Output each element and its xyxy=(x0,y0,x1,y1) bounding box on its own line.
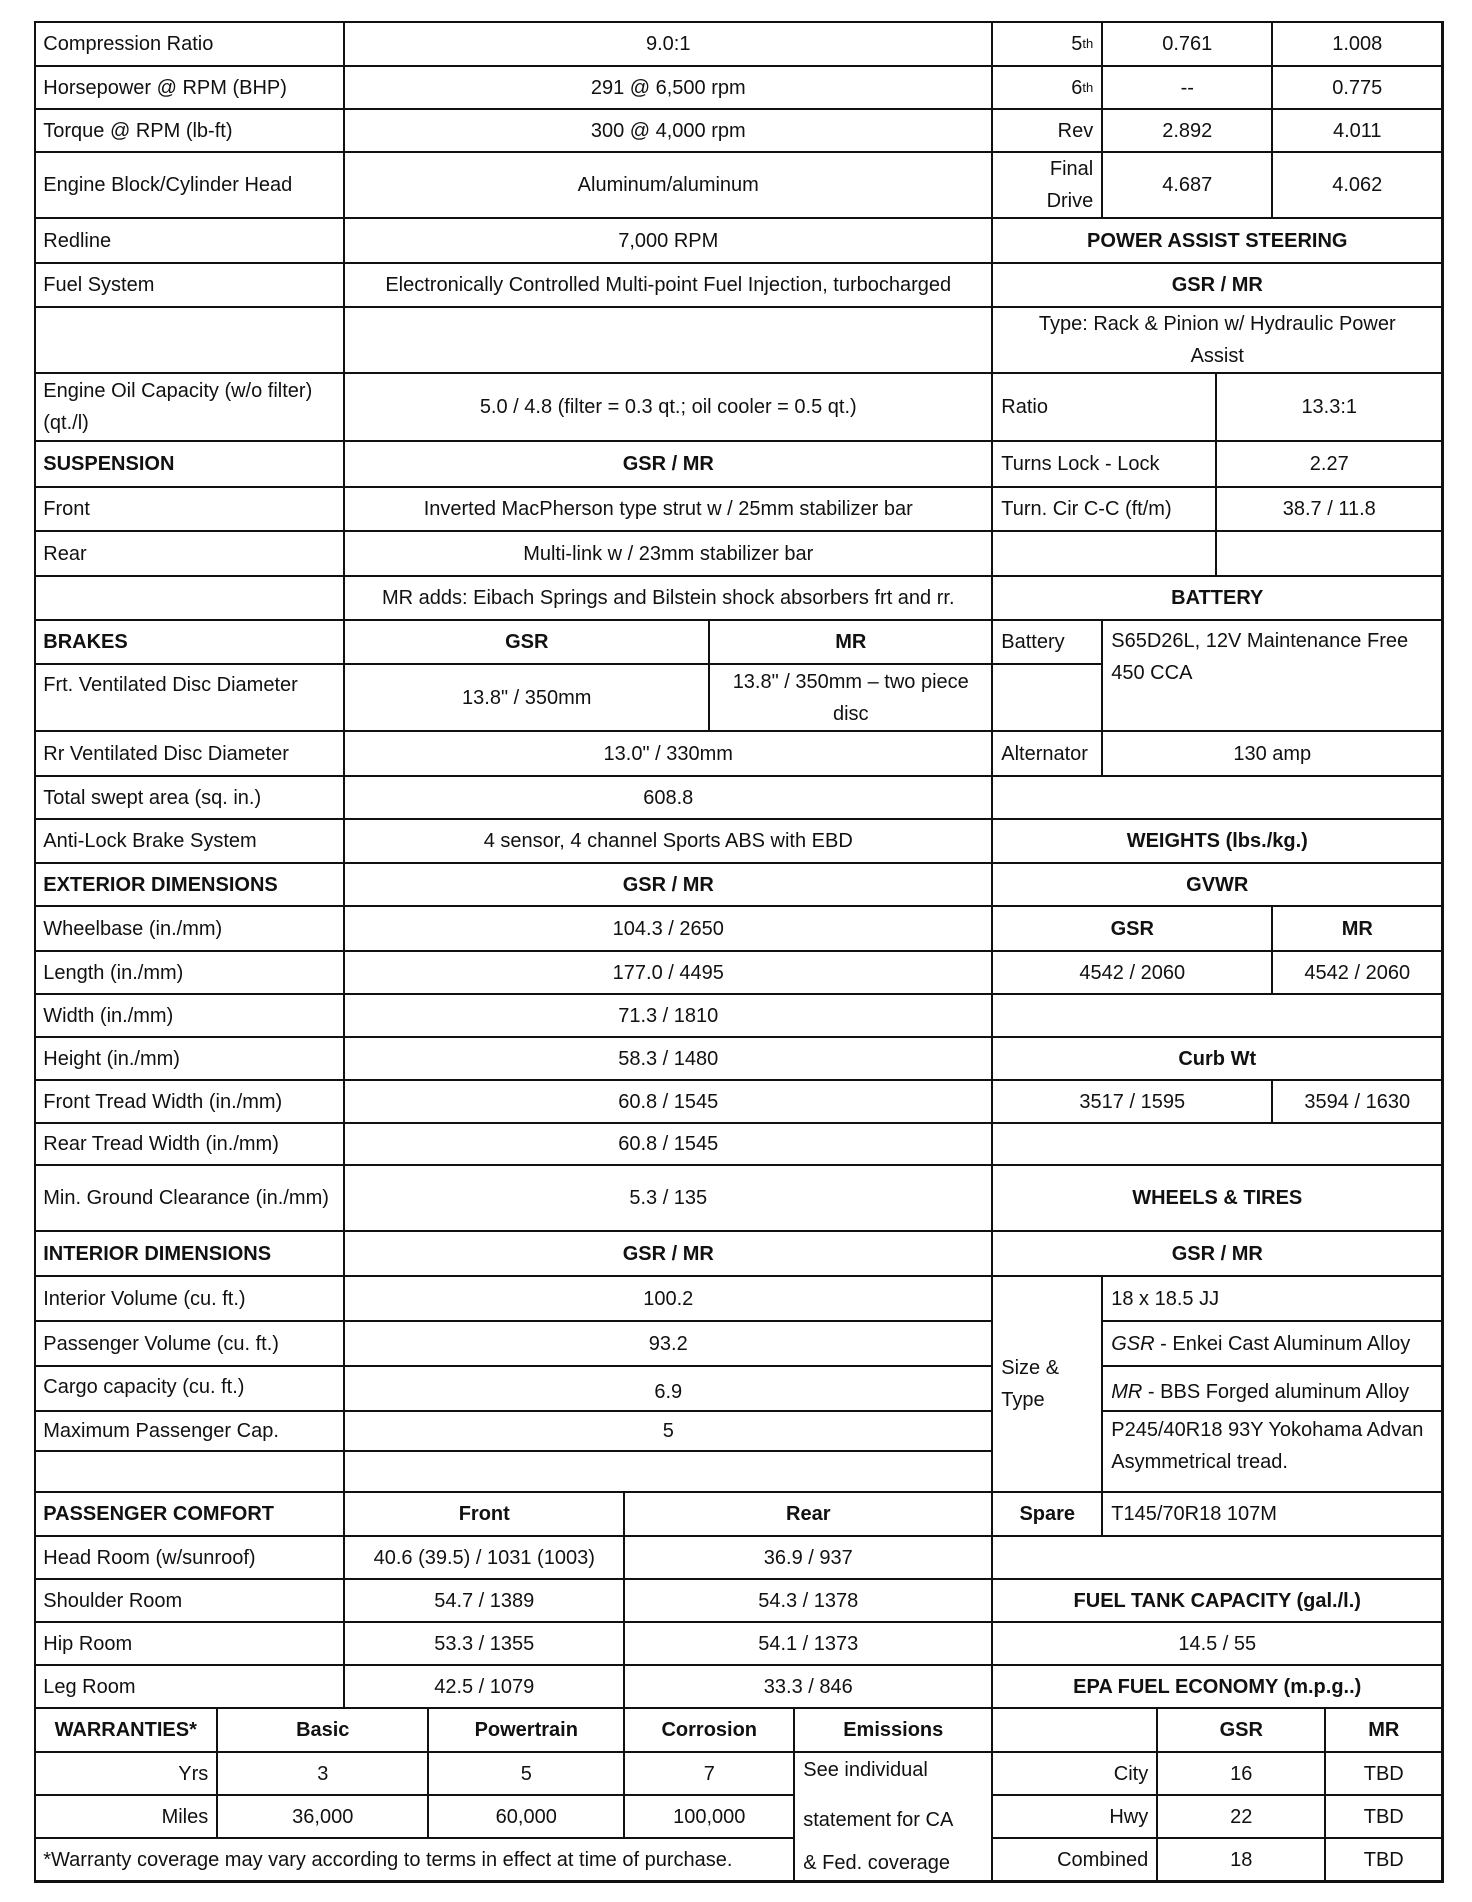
label-ground-clearance: Min. Ground Clearance (in./mm) xyxy=(34,1165,344,1231)
weights-gvwr: GVWR xyxy=(992,863,1442,906)
emissions-line-2: statement for CA xyxy=(803,1809,954,1832)
exterior-subtitle: GSR / MR xyxy=(344,863,992,906)
suspension-mr-note: MR adds: Eibach Springs and Bilstein shock absorbers frt and rr. xyxy=(344,576,992,620)
label-cargo-capacity: Cargo capacity (cu. ft.) xyxy=(34,1366,344,1411)
value-turn-circle: 38.7 / 11.8 xyxy=(1216,487,1442,531)
gear-final-b: 4.062 xyxy=(1272,152,1442,218)
warranty-yrs-label: Yrs xyxy=(34,1752,217,1795)
warranty-emissions-note xyxy=(794,1752,992,1881)
value-horsepower: 291 @ 6,500 rpm xyxy=(344,66,992,109)
label-size-type: Size & Type xyxy=(992,1276,1102,1492)
label-rear-tread: Rear Tread Width (in./mm) xyxy=(34,1123,344,1165)
warranty-basic-header: Basic xyxy=(217,1708,428,1752)
value-alternator: 130 amp xyxy=(1102,731,1442,776)
label-torque: Torque @ RPM (lb-ft) xyxy=(34,109,344,152)
epa-hwy-gsr: 22 xyxy=(1157,1795,1325,1838)
label-head-room: Head Room (w/sunroof) xyxy=(34,1536,344,1579)
fuel-tank-title: FUEL TANK CAPACITY (gal./l.) xyxy=(992,1579,1442,1622)
blank-cell xyxy=(992,1536,1442,1579)
gear-6th-a: -- xyxy=(1102,66,1272,109)
blank-cell xyxy=(992,776,1442,819)
gear-5th-a: 0.761 xyxy=(1102,21,1272,66)
emissions-line-1: See individual xyxy=(803,1759,928,1782)
value-front-suspension: Inverted MacPherson type strut w / 25mm stabilizer bar xyxy=(344,487,992,531)
blank-cell xyxy=(34,1451,344,1492)
value-swept-area: 608.8 xyxy=(344,776,992,819)
value-ground-clearance: 5.3 / 135 xyxy=(344,1165,992,1231)
blank-cell xyxy=(344,1451,992,1492)
value-wheelbase: 104.3 / 2650 xyxy=(344,906,992,951)
value-front-tread: 60.8 / 1545 xyxy=(344,1080,992,1123)
weights-title: WEIGHTS (lbs./kg.) xyxy=(992,819,1442,863)
value-shoulder-room-front: 54.7 / 1389 xyxy=(344,1579,624,1622)
suspension-subtitle: GSR / MR xyxy=(344,441,992,487)
epa-combined-gsr: 18 xyxy=(1157,1838,1325,1881)
label-leg-room: Leg Room xyxy=(34,1665,344,1708)
label-steering-ratio: Ratio xyxy=(992,373,1216,441)
gear-rev-label: Rev xyxy=(992,109,1102,152)
label-front-tread: Front Tread Width (in./mm) xyxy=(34,1080,344,1123)
interior-title: INTERIOR DIMENSIONS xyxy=(34,1231,344,1276)
warranty-miles-label: Miles xyxy=(34,1795,217,1838)
label-spare: Spare xyxy=(992,1492,1102,1536)
value-turns-lock: 2.27 xyxy=(1216,441,1442,487)
value-leg-room-front: 42.5 / 1079 xyxy=(344,1665,624,1708)
blank-cell xyxy=(992,1708,1157,1752)
epa-combined-mr: TBD xyxy=(1325,1838,1442,1881)
blank-cell xyxy=(1216,531,1442,576)
brakes-title: BRAKES xyxy=(34,620,344,664)
comfort-front-header: Front xyxy=(344,1492,624,1536)
battery-title: BATTERY xyxy=(992,576,1442,620)
label-abs: Anti-Lock Brake System xyxy=(34,819,344,863)
label-height: Height (in./mm) xyxy=(34,1037,344,1080)
label-compression-ratio: Compression Ratio xyxy=(34,21,344,66)
value-head-room-rear: 36.9 / 937 xyxy=(624,1536,992,1579)
label-turns-lock: Turns Lock - Lock xyxy=(992,441,1216,487)
blank-cell xyxy=(992,664,1102,731)
value-hip-room-front: 53.3 / 1355 xyxy=(344,1622,624,1665)
value-rear-suspension: Multi-link w / 23mm stabilizer bar xyxy=(344,531,992,576)
gear-5th-b: 1.008 xyxy=(1272,21,1442,66)
epa-hwy-mr: TBD xyxy=(1325,1795,1442,1838)
emissions-line-3: & Fed. coverage xyxy=(803,1852,950,1875)
value-gvwr-mr: 4542 / 2060 xyxy=(1272,951,1442,994)
value-fuel-tank: 14.5 / 55 xyxy=(992,1622,1442,1665)
value-abs: 4 sensor, 4 channel Sports ABS with EBD xyxy=(344,819,992,863)
blank-cell xyxy=(992,994,1442,1037)
blank-cell xyxy=(992,1123,1442,1165)
warranty-yrs-basic: 3 xyxy=(217,1752,428,1795)
label-rear-suspension: Rear xyxy=(34,531,344,576)
warranty-yrs-corrosion: 7 xyxy=(624,1752,794,1795)
blank-cell xyxy=(34,307,344,373)
value-steering-ratio: 13.3:1 xyxy=(1216,373,1442,441)
epa-city-gsr: 16 xyxy=(1157,1752,1325,1795)
label-length: Length (in./mm) xyxy=(34,951,344,994)
brakes-mr-header: MR xyxy=(709,620,992,664)
gear-6th-label: 6 th xyxy=(992,66,1102,109)
steering-type: Type: Rack & Pinion w/ Hydraulic Power Assist xyxy=(992,307,1442,373)
blank-cell xyxy=(34,576,344,620)
value-length: 177.0 / 4495 xyxy=(344,951,992,994)
label-redline: Redline xyxy=(34,218,344,263)
steering-title: POWER ASSIST STEERING xyxy=(992,218,1442,263)
warranty-emissions-header: Emissions xyxy=(794,1708,992,1752)
gear-6th-b: 0.775 xyxy=(1272,66,1442,109)
gear-final-a: 4.687 xyxy=(1102,152,1272,218)
exterior-title: EXTERIOR DIMENSIONS xyxy=(34,863,344,906)
value-torque: 300 @ 4,000 rpm xyxy=(344,109,992,152)
value-passenger-volume: 93.2 xyxy=(344,1321,992,1366)
comfort-title: PASSENGER COMFORT xyxy=(34,1492,344,1536)
value-gsr-wheel: GSR - Enkei Cast Aluminum Alloy xyxy=(1102,1321,1442,1366)
value-fuel-system: Electronically Controlled Multi-point Fuel Injection, turbocharged xyxy=(344,263,992,307)
value-gvwr-gsr: 4542 / 2060 xyxy=(992,951,1272,994)
epa-city-label: City xyxy=(992,1752,1157,1795)
value-battery: S65D26L, 12V Maintenance Free 450 CCA xyxy=(1102,620,1442,731)
epa-title: EPA FUEL ECONOMY (m.p.g..) xyxy=(992,1665,1442,1708)
value-curb-mr: 3594 / 1630 xyxy=(1272,1080,1442,1123)
label-front-disc: Frt. Ventilated Disc Diameter xyxy=(34,664,344,731)
gear-rev-b: 4.011 xyxy=(1272,109,1442,152)
value-rear-tread: 60.8 / 1545 xyxy=(344,1123,992,1165)
warranty-yrs-powertrain: 5 xyxy=(428,1752,624,1795)
label-width: Width (in./mm) xyxy=(34,994,344,1037)
value-mr-wheel: MR - BBS Forged aluminum Alloy xyxy=(1102,1366,1442,1411)
label-alternator: Alternator xyxy=(992,731,1102,776)
label-battery: Battery xyxy=(992,620,1102,664)
weights-gsr-header: GSR xyxy=(992,906,1272,951)
weights-curb-header: Curb Wt xyxy=(992,1037,1442,1080)
warranty-miles-powertrain: 60,000 xyxy=(428,1795,624,1838)
epa-mr-header: MR xyxy=(1325,1708,1442,1752)
gear-5th-label: 5 th xyxy=(992,21,1102,66)
value-rear-disc: 13.0" / 330mm xyxy=(344,731,992,776)
steering-subtitle: GSR / MR xyxy=(992,263,1442,307)
brakes-gsr-header: GSR xyxy=(344,620,709,664)
value-max-passenger: 5 xyxy=(344,1411,992,1451)
label-oil-capacity: Engine Oil Capacity (w/o filter) (qt./l) xyxy=(34,373,344,441)
warranty-footnote: *Warranty coverage may vary according to terms in effect at time of purchase. xyxy=(34,1838,794,1881)
value-height: 58.3 / 1480 xyxy=(344,1037,992,1080)
label-wheelbase: Wheelbase (in./mm) xyxy=(34,906,344,951)
value-width: 71.3 / 1810 xyxy=(344,994,992,1037)
label-fuel-system: Fuel System xyxy=(34,263,344,307)
value-cargo-capacity: 6.9 xyxy=(344,1366,992,1411)
value-oil-capacity: 5.0 / 4.8 (filter = 0.3 qt.; oil cooler = 0.5 qt.) xyxy=(344,373,992,441)
epa-city-mr: TBD xyxy=(1325,1752,1442,1795)
suspension-title: SUSPENSION xyxy=(34,441,344,487)
weights-mr-header: MR xyxy=(1272,906,1442,951)
label-turn-circle: Turn. Cir C-C (ft/m) xyxy=(992,487,1216,531)
wheels-title: WHEELS & TIRES xyxy=(992,1165,1442,1231)
label-swept-area: Total swept area (sq. in.) xyxy=(34,776,344,819)
epa-combined-label: Combined xyxy=(992,1838,1157,1881)
label-front-suspension: Front xyxy=(34,487,344,531)
value-compression-ratio: 9.0:1 xyxy=(344,21,992,66)
warranty-miles-corrosion: 100,000 xyxy=(624,1795,794,1838)
interior-subtitle: GSR / MR xyxy=(344,1231,992,1276)
label-horsepower: Horsepower @ RPM (BHP) xyxy=(34,66,344,109)
value-leg-room-rear: 33.3 / 846 xyxy=(624,1665,992,1708)
warranties-title: WARRANTIES* xyxy=(34,1708,217,1752)
value-front-disc-mr: 13.8" / 350mm – two piece disc xyxy=(709,664,992,731)
label-passenger-volume: Passenger Volume (cu. ft.) xyxy=(34,1321,344,1366)
value-head-room-front: 40.6 (39.5) / 1031 (1003) xyxy=(344,1536,624,1579)
label-hip-room: Hip Room xyxy=(34,1622,344,1665)
warranty-corrosion-header: Corrosion xyxy=(624,1708,794,1752)
label-shoulder-room: Shoulder Room xyxy=(34,1579,344,1622)
gear-final-drive-label: Final Drive xyxy=(992,152,1102,218)
value-interior-volume: 100.2 xyxy=(344,1276,992,1321)
blank-cell xyxy=(344,307,992,373)
wheels-subtitle: GSR / MR xyxy=(992,1231,1442,1276)
epa-gsr-header: GSR xyxy=(1157,1708,1325,1752)
value-tire: P245/40R18 93Y Yokohama Advan Asymmetrical tread. xyxy=(1102,1411,1442,1492)
value-hip-room-rear: 54.1 / 1373 xyxy=(624,1622,992,1665)
label-engine-block: Engine Block/Cylinder Head xyxy=(34,152,344,218)
value-redline: 7,000 RPM xyxy=(344,218,992,263)
value-wheel-size: 18 x 18.5 JJ xyxy=(1102,1276,1442,1321)
value-spare: T145/70R18 107M xyxy=(1102,1492,1442,1536)
value-front-disc-gsr: 13.8" / 350mm xyxy=(344,664,709,731)
blank-cell xyxy=(992,531,1216,576)
label-interior-volume: Interior Volume (cu. ft.) xyxy=(34,1276,344,1321)
gear-rev-a: 2.892 xyxy=(1102,109,1272,152)
epa-hwy-label: Hwy xyxy=(992,1795,1157,1838)
label-rear-disc: Rr Ventilated Disc Diameter xyxy=(34,731,344,776)
label-max-passenger: Maximum Passenger Cap. xyxy=(34,1411,344,1451)
warranty-miles-basic: 36,000 xyxy=(217,1795,428,1838)
value-engine-block: Aluminum/aluminum xyxy=(344,152,992,218)
comfort-rear-header: Rear xyxy=(624,1492,992,1536)
value-shoulder-room-rear: 54.3 / 1378 xyxy=(624,1579,992,1622)
value-curb-gsr: 3517 / 1595 xyxy=(992,1080,1272,1123)
warranty-powertrain-header: Powertrain xyxy=(428,1708,624,1752)
